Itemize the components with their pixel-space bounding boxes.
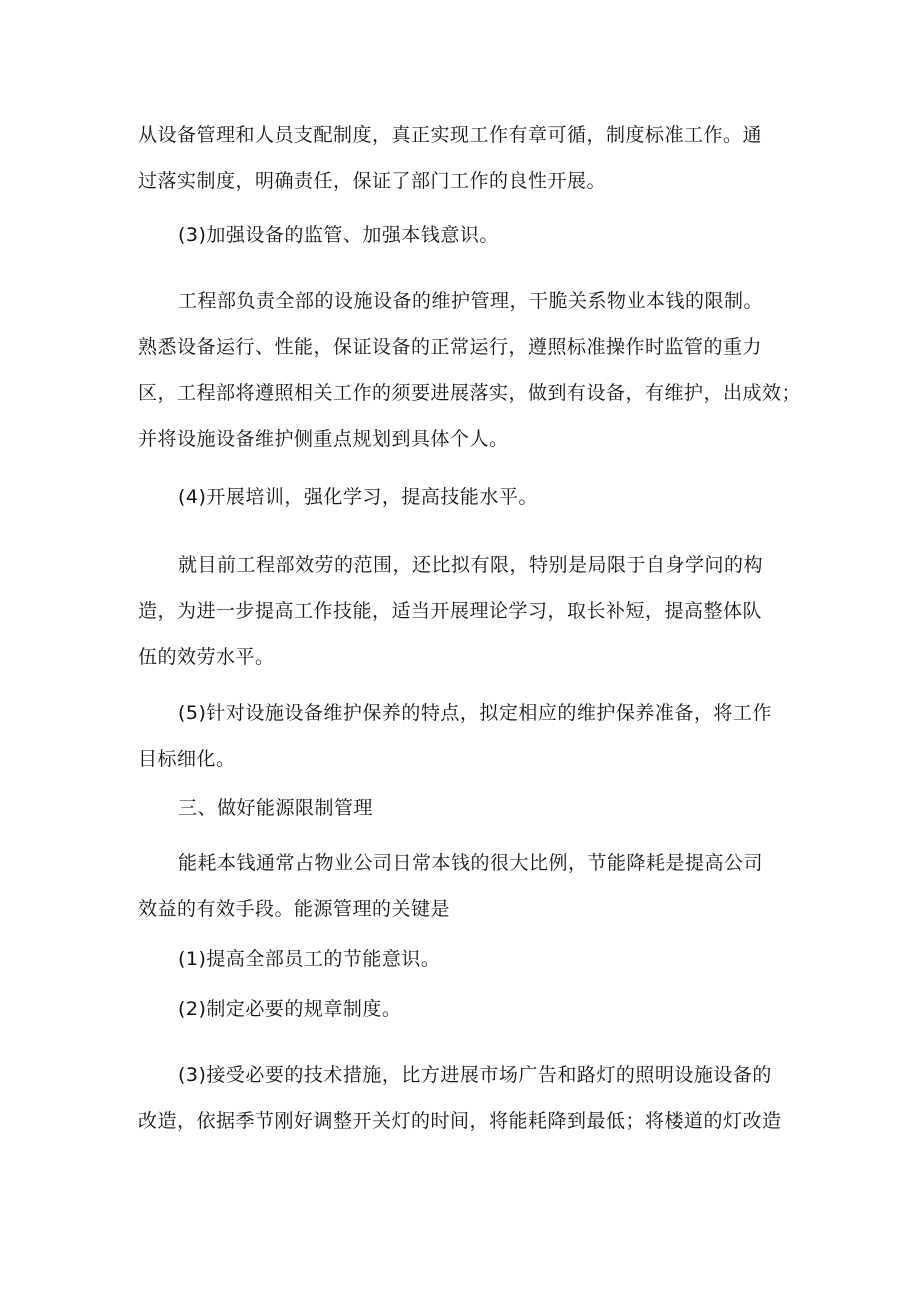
text-line: 工程部负责全部的设施设备的维护管理，干脆关系物业本钱的限制。 <box>178 290 764 312</box>
text-line: (3)接受必要的技术措施，比方进展市场广告和路灯的照明设施设备的 <box>178 1064 772 1086</box>
text-line: (2)制定必要的规章制度。 <box>178 998 402 1020</box>
paragraph-energy-cost <box>138 840 798 932</box>
paragraph-training <box>138 542 798 680</box>
text-line: 熟悉设备运行、性能，保证设备的正常运行，遵照标准操作时监管的重力 <box>138 336 763 358</box>
text-line: 区，工程部将遵照相关工作的须要进展落实，做到有设备，有维护，出成效； <box>138 382 802 404</box>
text-line: 能耗本钱通常占物业公司日常本钱的很大比例，节能降耗是提高公司 <box>178 852 764 874</box>
paragraph-system-management <box>138 112 798 204</box>
text-line: 就目前工程部效劳的范围，还比拟有限，特别是局限于自身学问的构 <box>178 554 764 576</box>
text-line: 造，为进一步提高工作技能，适当开展理论学习，取长补短，提高整体队 <box>138 600 763 622</box>
text-line: 过落实制度，明确责任，保证了部门工作的良性开展。 <box>138 170 607 192</box>
text-line: 改造，依据季节刚好调整开关灯的时间，将能耗降到最低；将楼道的灯改造 <box>138 1110 782 1132</box>
section-heading-energy <box>138 785 798 831</box>
paragraph-equipment-maintenance <box>138 278 802 462</box>
energy-item-1 <box>138 936 798 982</box>
item-heading-3 <box>138 212 798 258</box>
text-line: 效益的有效手段。能源管理的关键是 <box>138 898 451 920</box>
item-heading-4 <box>138 474 798 520</box>
text-line: 伍的效劳水平。 <box>138 646 275 668</box>
text-line: (4)开展培训，强化学习，提高技能水平。 <box>178 486 538 508</box>
energy-item-2 <box>138 986 798 1032</box>
text-line: (1)提高全部员工的节能意识。 <box>178 948 441 970</box>
text-line: 从设备管理和人员支配制度，真正实现工作有章可循，制度标准工作。通 <box>138 124 763 146</box>
text-line: (3)加强设备的监管、加强本钱意识。 <box>178 224 499 246</box>
text-line: 并将设施设备维护侧重点规划到具体个人。 <box>138 428 509 450</box>
text-line: 目标细化。 <box>138 748 236 770</box>
text-line: (5)针对设施设备维护保养的特点，拟定相应的维护保养准备，将工作 <box>178 702 772 724</box>
text-line: 三、做好能源限制管理 <box>178 797 374 819</box>
item-heading-5 <box>138 690 798 782</box>
energy-item-3 <box>138 1052 798 1144</box>
